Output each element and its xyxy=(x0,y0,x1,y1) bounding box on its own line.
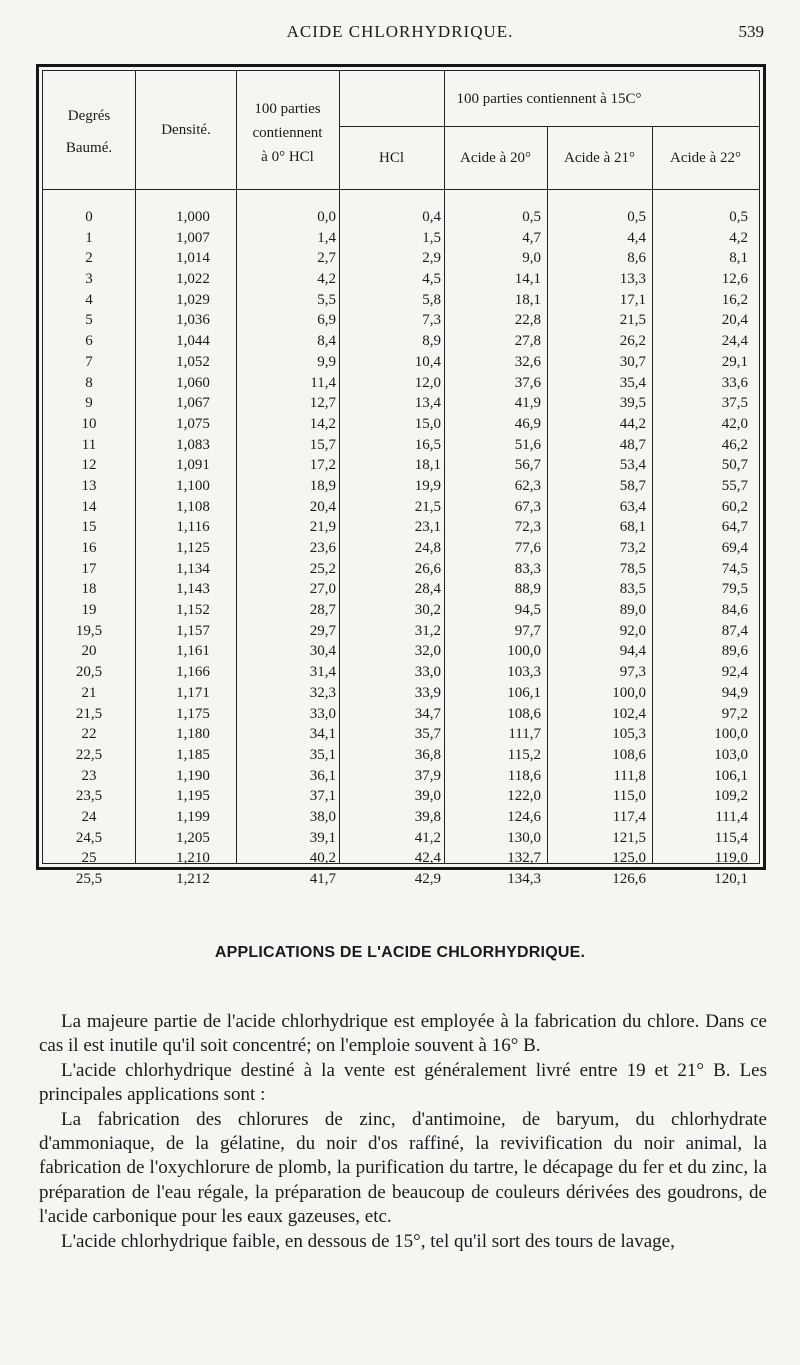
cell-acid20: 103,3 xyxy=(507,664,541,681)
cell-hundred-parts: 11,4 xyxy=(310,374,336,391)
cell-hundred-parts: 25,2 xyxy=(309,560,336,577)
cell-hundred-parts: 8,4 xyxy=(317,333,336,350)
cell-acid21: 105,3 xyxy=(612,726,646,743)
cell-acid22: 94,9 xyxy=(721,684,748,701)
cell-degrees: 24 xyxy=(81,808,97,825)
cell-acid20: 118,6 xyxy=(507,767,541,784)
cell-density: 1,108 xyxy=(176,498,210,515)
cell-acid22: 106,1 xyxy=(714,767,748,784)
cell-acid21: 0,5 xyxy=(627,209,646,225)
cell-hundred-parts: 2,7 xyxy=(317,250,336,267)
cell-acid20: 22,8 xyxy=(514,312,541,329)
density-table xyxy=(36,64,766,887)
cell-hcl: 32,0 xyxy=(414,643,441,660)
cell-hundred-parts: 40,2 xyxy=(309,850,336,867)
cell-hcl: 39,0 xyxy=(414,788,441,805)
cell-hcl: 37,9 xyxy=(414,767,441,784)
cell-hcl: 24,8 xyxy=(414,540,441,556)
cell-acid21: 4,4 xyxy=(627,229,646,246)
cell-acid22: 97,2 xyxy=(721,705,748,722)
cell-degrees: 3 xyxy=(85,271,93,288)
cell-hundred-parts: 35,1 xyxy=(309,746,336,763)
cell-acid21: 78,5 xyxy=(619,560,646,577)
header-degrees xyxy=(43,107,135,157)
header-acid22: Acide à 22° xyxy=(670,150,741,166)
cell-acid20: 122,0 xyxy=(507,788,541,805)
cell-acid20: 115,2 xyxy=(507,746,541,763)
cell-acid21: 17,1 xyxy=(619,291,646,308)
cell-degrees: 25 xyxy=(81,850,97,867)
cell-acid20: 67,3 xyxy=(514,498,541,515)
cell-density: 1,190 xyxy=(176,767,210,784)
cell-hundred-parts: 28,7 xyxy=(309,602,336,619)
header-hundred-parts-line1: 100 parties xyxy=(254,101,321,117)
cell-degrees: 10 xyxy=(81,415,97,432)
cell-hcl: 42,9 xyxy=(414,871,441,887)
cell-hcl: 42,4 xyxy=(414,850,441,867)
cell-hundred-parts: 41,7 xyxy=(309,871,336,887)
cell-hundred-parts: 20,4 xyxy=(309,498,336,515)
paragraph: La majeure partie de l'acide chlorhydrique est employée à la fabrication du chlore. Dans ce cas il est inutile qu'il soit concentré; on l'emploie souvent à 16° B. xyxy=(39,1011,767,1057)
cell-density: 1,036 xyxy=(176,312,210,329)
cell-hcl: 13,4 xyxy=(414,395,441,412)
table-row xyxy=(43,662,759,683)
cell-acid21: 94,4 xyxy=(619,643,646,660)
cell-acid21: 73,2 xyxy=(619,540,646,556)
cell-acid22: 92,4 xyxy=(721,664,748,681)
cell-hcl: 2,9 xyxy=(422,250,441,267)
table-row xyxy=(43,828,759,849)
cell-hcl: 30,2 xyxy=(414,602,441,619)
cell-acid20: 108,6 xyxy=(507,705,541,722)
cell-acid20: 18,1 xyxy=(514,291,541,308)
cell-acid21: 63,4 xyxy=(619,498,646,515)
cell-density: 1,125 xyxy=(176,540,210,556)
cell-hcl: 34,7 xyxy=(414,705,441,722)
cell-acid20: 9,0 xyxy=(522,250,541,267)
cell-degrees: 22 xyxy=(81,726,97,743)
table-row xyxy=(43,538,759,559)
cell-hcl: 18,1 xyxy=(414,457,441,474)
table-row xyxy=(43,621,759,642)
cell-acid21: 111,8 xyxy=(613,767,646,784)
cell-hundred-parts: 27,0 xyxy=(309,581,336,598)
cell-acid20: 111,7 xyxy=(508,726,541,743)
cell-hcl: 35,7 xyxy=(414,726,441,743)
cell-acid20: 130,0 xyxy=(507,829,541,846)
cell-degrees: 7 xyxy=(85,353,93,370)
cell-hundred-parts: 6,9 xyxy=(317,312,336,329)
cell-hundred-parts: 23,6 xyxy=(309,540,336,556)
cell-acid20: 100,0 xyxy=(507,643,541,660)
cell-density: 1,029 xyxy=(176,291,210,308)
cell-acid22: 46,2 xyxy=(721,436,748,453)
cell-density: 1,000 xyxy=(176,209,210,225)
cell-acid22: 55,7 xyxy=(721,477,748,494)
cell-hundred-parts: 29,7 xyxy=(309,622,336,639)
cell-density: 1,152 xyxy=(176,602,210,619)
cell-acid21: 89,0 xyxy=(619,602,646,619)
cell-acid22: 20,4 xyxy=(721,312,748,329)
cell-degrees: 2 xyxy=(85,250,93,267)
table-row xyxy=(43,766,759,787)
cell-density: 1,067 xyxy=(176,395,210,412)
header-acid21: Acide à 21° xyxy=(564,150,635,166)
table-row xyxy=(43,848,759,869)
cell-degrees: 19,5 xyxy=(75,622,103,639)
table-row xyxy=(43,310,759,331)
paragraph: L'acide chlorhydrique faible, en dessous de 15°, tel qu'il sort des tours de lavage, xyxy=(61,1230,675,1252)
header-hcl: HCl xyxy=(378,150,404,166)
header-degrees-line1: Degrés xyxy=(67,108,111,124)
cell-density: 1,022 xyxy=(176,271,210,288)
cell-acid21: 115,0 xyxy=(612,788,646,805)
paragraph: La fabrication des chlorures de zinc, d'antimoine, de baryum, du chlorhydrate d'ammoniaque, de la gélatine, du noir d'os raffiné, la revivification du noir animal, la fabrication de l'oxychlorure de plomb, la purification du tartre, le décapage du fer et du zinc, la préparation de l'eau régale, la préparation de beaucoup de couleurs dérivées des goudrons, de l'acide carbonique pour les eaux gazeuses, etc. xyxy=(39,1108,767,1228)
header-hundred-parts xyxy=(236,97,339,169)
cell-degrees: 18 xyxy=(81,581,97,598)
table-row xyxy=(43,497,759,518)
cell-degrees: 5 xyxy=(85,312,93,329)
cell-hundred-parts: 32,3 xyxy=(309,684,336,701)
cell-hcl: 10,4 xyxy=(414,353,441,370)
cell-density: 1,210 xyxy=(176,850,210,867)
cell-degrees: 24,5 xyxy=(75,829,103,846)
cell-hundred-parts: 38,0 xyxy=(309,808,336,825)
cell-acid20: 4,7 xyxy=(522,229,541,246)
header-hundred-parts-line2: contiennent xyxy=(252,125,323,141)
table-row xyxy=(43,290,759,311)
cell-acid22: 84,6 xyxy=(721,602,748,619)
cell-acid21: 53,4 xyxy=(619,457,646,474)
cell-acid20: 106,1 xyxy=(507,684,541,701)
cell-acid22: 74,5 xyxy=(721,560,748,577)
paragraph: L'acide chlorhydrique destiné à la vente est généralement livré entre 19 et 21° B. Les principales applications sont : xyxy=(39,1059,767,1106)
cell-acid21: 58,7 xyxy=(619,477,646,494)
header-group: 100 parties contiennent à 15C° xyxy=(456,91,642,107)
table-row xyxy=(43,414,759,435)
cell-degrees: 25,5 xyxy=(75,871,103,887)
cell-acid21: 125,0 xyxy=(612,850,646,867)
cell-hcl: 36,8 xyxy=(414,746,441,763)
cell-hcl: 5,8 xyxy=(422,291,441,308)
cell-acid22: 33,6 xyxy=(721,374,748,391)
cell-hundred-parts: 34,1 xyxy=(309,726,336,743)
cell-degrees: 14 xyxy=(81,498,97,515)
cell-acid22: 79,5 xyxy=(721,581,748,598)
cell-hundred-parts: 30,4 xyxy=(309,643,336,660)
cell-hcl: 7,3 xyxy=(422,312,441,329)
cell-acid21: 92,0 xyxy=(619,622,646,639)
cell-hcl: 23,1 xyxy=(414,519,441,536)
cell-density: 1,060 xyxy=(176,374,210,391)
cell-hcl: 28,4 xyxy=(414,581,441,598)
table-row xyxy=(43,704,759,725)
cell-density: 1,157 xyxy=(176,622,210,639)
cell-density: 1,171 xyxy=(176,684,210,701)
cell-acid20: 14,1 xyxy=(514,271,541,288)
cell-density: 1,007 xyxy=(176,229,210,246)
body-text xyxy=(39,1010,767,1254)
cell-degrees: 16 xyxy=(81,540,97,556)
cell-hundred-parts: 0,0 xyxy=(317,209,336,225)
group-rule xyxy=(339,126,759,127)
cell-acid22: 16,2 xyxy=(721,291,748,308)
cell-acid21: 26,2 xyxy=(619,333,646,350)
cell-density: 1,143 xyxy=(176,581,210,598)
cell-acid20: 41,9 xyxy=(514,395,541,412)
cell-acid20: 88,9 xyxy=(514,581,541,598)
cell-acid20: 77,6 xyxy=(514,540,541,556)
table-row xyxy=(43,745,759,766)
cell-degrees: 21,5 xyxy=(75,705,103,722)
table-row xyxy=(43,517,759,538)
cell-acid22: 60,2 xyxy=(721,498,748,515)
cell-density: 1,044 xyxy=(176,333,210,350)
table-row xyxy=(43,786,759,807)
cell-density: 1,134 xyxy=(176,560,210,577)
cell-acid21: 44,2 xyxy=(619,415,646,432)
cell-acid22: 115,4 xyxy=(714,829,748,846)
cell-hundred-parts: 12,7 xyxy=(309,395,336,412)
cell-acid22: 12,6 xyxy=(721,271,748,288)
cell-degrees: 4 xyxy=(85,291,93,308)
table-row xyxy=(43,869,759,890)
cell-hundred-parts: 36,1 xyxy=(309,767,336,784)
cell-acid20: 27,8 xyxy=(514,333,541,350)
cell-acid22: 4,2 xyxy=(729,229,748,246)
cell-hundred-parts: 33,0 xyxy=(309,705,336,722)
cell-acid22: 64,7 xyxy=(721,519,748,536)
cell-acid21: 13,3 xyxy=(619,271,646,288)
cell-density: 1,185 xyxy=(176,746,210,763)
cell-acid21: 117,4 xyxy=(612,808,646,825)
table-body xyxy=(43,207,759,890)
cell-acid21: 100,0 xyxy=(612,684,646,701)
cell-degrees: 20,5 xyxy=(75,664,103,681)
cell-acid22: 42,0 xyxy=(721,415,748,432)
table-row xyxy=(43,724,759,745)
cell-density: 1,052 xyxy=(176,353,210,370)
table-row xyxy=(43,600,759,621)
cell-hundred-parts: 14,2 xyxy=(309,415,336,432)
cell-acid20: 97,7 xyxy=(514,622,541,639)
cell-acid22: 119,0 xyxy=(714,850,748,867)
cell-acid20: 94,5 xyxy=(514,602,541,619)
cell-acid21: 108,6 xyxy=(612,746,646,763)
table-row xyxy=(43,207,759,228)
table-row xyxy=(43,559,759,580)
header-density: Densité. xyxy=(161,122,211,138)
table-row xyxy=(43,352,759,373)
cell-density: 1,175 xyxy=(176,705,210,722)
cell-hcl: 8,9 xyxy=(422,333,441,350)
table-row xyxy=(43,641,759,662)
cell-acid22: 37,5 xyxy=(721,395,748,412)
cell-acid20: 46,9 xyxy=(514,415,541,432)
cell-density: 1,166 xyxy=(176,664,210,681)
cell-acid20: 83,3 xyxy=(514,560,541,577)
table-row xyxy=(43,455,759,476)
cell-degrees: 19 xyxy=(81,602,97,619)
cell-hundred-parts: 37,1 xyxy=(309,788,336,805)
cell-density: 1,100 xyxy=(176,477,210,494)
cell-degrees: 23,5 xyxy=(75,788,103,805)
cell-acid22: 100,0 xyxy=(714,726,748,743)
cell-acid21: 83,5 xyxy=(619,581,646,598)
cell-density: 1,212 xyxy=(176,871,210,887)
cell-hundred-parts: 18,9 xyxy=(309,477,336,494)
cell-hundred-parts: 21,9 xyxy=(309,519,336,536)
cell-degrees: 17 xyxy=(81,560,97,577)
cell-density: 1,083 xyxy=(176,436,210,453)
table-row xyxy=(43,331,759,352)
cell-acid20: 37,6 xyxy=(514,374,541,391)
cell-hcl: 4,5 xyxy=(422,271,441,288)
header-hundred-parts-line3: à 0° HCl xyxy=(261,149,314,165)
cell-hcl: 33,9 xyxy=(414,684,441,701)
cell-acid22: 103,0 xyxy=(714,746,748,763)
cell-acid21: 39,5 xyxy=(619,395,646,412)
table-row xyxy=(43,683,759,704)
table-row xyxy=(43,393,759,414)
cell-acid22: 50,7 xyxy=(721,457,748,474)
cell-acid21: 68,1 xyxy=(619,519,646,536)
cell-acid20: 62,3 xyxy=(514,477,541,494)
cell-acid22: 89,6 xyxy=(721,643,748,660)
cell-hcl: 39,8 xyxy=(414,808,441,825)
cell-acid20: 51,6 xyxy=(514,436,541,453)
cell-density: 1,116 xyxy=(176,519,210,536)
cell-acid21: 126,6 xyxy=(612,871,646,887)
cell-hcl: 26,6 xyxy=(414,560,441,577)
cell-acid21: 21,5 xyxy=(619,312,646,329)
cell-degrees: 1 xyxy=(85,229,93,246)
table-row xyxy=(43,476,759,497)
cell-density: 1,075 xyxy=(176,415,210,432)
cell-density: 1,205 xyxy=(176,829,210,846)
cell-acid22: 87,4 xyxy=(721,622,748,639)
cell-hcl: 15,0 xyxy=(414,415,441,432)
cell-hcl: 33,0 xyxy=(414,664,441,681)
cell-density: 1,014 xyxy=(176,250,210,267)
cell-acid20: 132,7 xyxy=(507,850,541,867)
cell-acid21: 102,4 xyxy=(612,705,646,722)
table-row xyxy=(43,269,759,290)
cell-acid22: 120,1 xyxy=(714,871,748,887)
cell-acid22: 109,2 xyxy=(714,788,748,805)
cell-hundred-parts: 1,4 xyxy=(317,229,336,246)
cell-hundred-parts: 31,4 xyxy=(309,664,336,681)
cell-acid22: 111,4 xyxy=(715,808,748,825)
cell-degrees: 11 xyxy=(81,436,97,453)
cell-hcl: 19,9 xyxy=(414,477,441,494)
header-degrees-line2: Baumé. xyxy=(65,140,113,156)
running-title: ACIDE CHLORHYDRIQUE. xyxy=(286,22,514,41)
cell-density: 1,161 xyxy=(176,643,210,660)
table-inner xyxy=(42,70,760,887)
cell-acid22: 0,5 xyxy=(729,209,748,225)
cell-acid21: 30,7 xyxy=(619,353,646,370)
header-acid20: Acide à 20° xyxy=(460,150,531,166)
cell-density: 1,199 xyxy=(176,808,210,825)
cell-hcl: 0,4 xyxy=(422,209,441,225)
cell-density: 1,091 xyxy=(176,457,210,474)
cell-hcl: 31,2 xyxy=(414,622,441,639)
section-title: APPLICATIONS DE L'ACIDE CHLORHYDRIQUE. xyxy=(214,944,586,961)
table-row xyxy=(43,435,759,456)
cell-acid21: 35,4 xyxy=(619,374,646,391)
table-row xyxy=(43,248,759,269)
cell-hcl: 16,5 xyxy=(414,436,441,453)
cell-hundred-parts: 17,2 xyxy=(309,457,336,474)
cell-degrees: 12 xyxy=(81,457,97,474)
cell-hundred-parts: 15,7 xyxy=(309,436,336,453)
cell-acid20: 72,3 xyxy=(514,519,541,536)
cell-acid20: 32,6 xyxy=(514,353,541,370)
table-row xyxy=(43,579,759,600)
cell-degrees: 20 xyxy=(81,643,97,660)
cell-hundred-parts: 5,5 xyxy=(317,291,336,308)
cell-acid21: 97,3 xyxy=(619,664,646,681)
cell-acid21: 121,5 xyxy=(612,829,646,846)
table-row xyxy=(43,228,759,249)
cell-hcl: 1,5 xyxy=(422,229,441,246)
cell-acid20: 0,5 xyxy=(522,209,541,225)
cell-acid20: 56,7 xyxy=(514,457,541,474)
cell-degrees: 23 xyxy=(81,767,97,784)
cell-degrees: 0 xyxy=(85,209,93,225)
running-head xyxy=(0,22,800,46)
cell-acid22: 29,1 xyxy=(721,353,748,370)
cell-degrees: 21 xyxy=(81,684,97,701)
cell-degrees: 9 xyxy=(85,395,93,412)
cell-hcl: 41,2 xyxy=(414,829,441,846)
cell-hundred-parts: 39,1 xyxy=(309,829,336,846)
cell-density: 1,180 xyxy=(176,726,210,743)
cell-acid20: 134,3 xyxy=(507,871,541,887)
cell-hcl: 12,0 xyxy=(414,374,441,391)
cell-hundred-parts: 9,9 xyxy=(317,353,336,370)
table-row xyxy=(43,373,759,394)
cell-degrees: 22,5 xyxy=(75,746,103,763)
header-rule xyxy=(43,189,759,190)
page-number: 539 xyxy=(738,22,764,41)
cell-degrees: 8 xyxy=(85,374,93,391)
cell-hcl: 21,5 xyxy=(414,498,441,515)
cell-hundred-parts: 4,2 xyxy=(317,271,336,288)
cell-acid22: 24,4 xyxy=(721,333,748,350)
cell-acid20: 124,6 xyxy=(507,808,541,825)
cell-acid21: 8,6 xyxy=(627,250,646,267)
cell-degrees: 6 xyxy=(85,333,93,350)
cell-degrees: 13 xyxy=(81,477,97,494)
cell-acid22: 8,1 xyxy=(729,250,748,267)
cell-acid21: 48,7 xyxy=(619,436,646,453)
table-row xyxy=(43,807,759,828)
cell-density: 1,195 xyxy=(176,788,210,805)
cell-acid22: 69,4 xyxy=(721,540,748,556)
cell-degrees: 15 xyxy=(81,519,97,536)
